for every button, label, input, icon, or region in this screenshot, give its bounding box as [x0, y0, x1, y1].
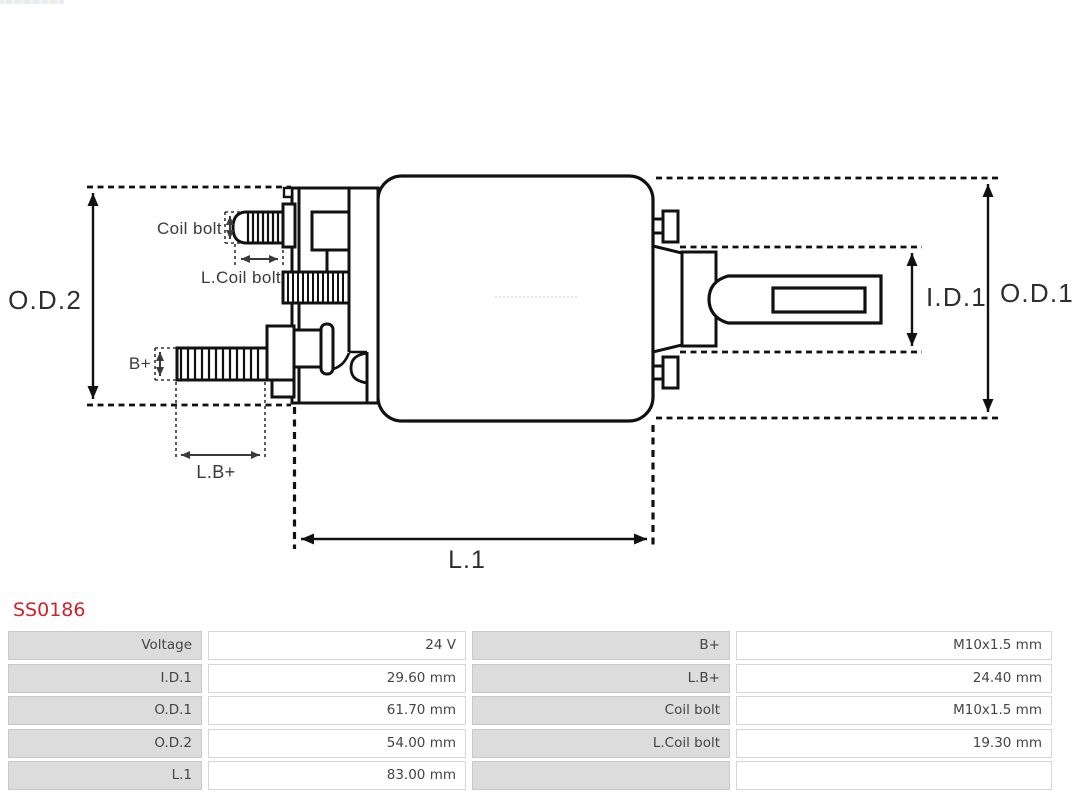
rear-boss	[653, 246, 682, 352]
spec-label-cell: Voltage	[8, 631, 202, 660]
front-cap	[283, 188, 378, 403]
spec-value-cell: 61.70 mm	[208, 696, 466, 725]
spec-value-cell: M10x1.5 mm	[736, 631, 1052, 660]
spec-label-cell: Coil bolt	[472, 696, 730, 725]
spec-label-cell: B+	[472, 631, 730, 660]
l1-label: L.1	[448, 546, 486, 574]
b-plus-washer	[321, 324, 333, 374]
dimension-coil-bolt	[157, 212, 242, 243]
coil-bolt-label: Coil bolt	[156, 219, 222, 238]
l-coil-bolt-label: L.Coil bolt	[201, 268, 281, 287]
spec-value-cell: 83.00 mm	[208, 761, 466, 790]
b-plus-label: B+	[128, 354, 151, 373]
spec-label-cell: O.D.2	[8, 729, 202, 758]
b-plus-stud	[177, 326, 294, 397]
od1-label: O.D.1	[1000, 278, 1074, 308]
rear-end	[653, 211, 881, 388]
rear-terminal-bottom	[653, 357, 678, 388]
spec-label-cell	[472, 761, 730, 790]
rear-terminal-top	[653, 211, 678, 242]
spec-label-cell: I.D.1	[8, 664, 202, 693]
spec-table	[8, 631, 1052, 790]
spec-value-cell: 29.60 mm	[208, 664, 466, 693]
dimension-l-b-plus	[176, 382, 265, 482]
spec-value-cell	[736, 761, 1052, 790]
inner-thread-block	[283, 272, 349, 303]
spec-label-cell: O.D.1	[8, 696, 202, 725]
dimension-l-coil-bolt	[201, 244, 283, 287]
spec-value-cell: 24 V	[208, 631, 466, 660]
spec-value-cell: 19.30 mm	[736, 729, 1052, 758]
spec-value-cell: M10x1.5 mm	[736, 696, 1052, 725]
spec-value-cell: 54.00 mm	[208, 729, 466, 758]
l-b-plus-label: L.B+	[196, 462, 236, 482]
spec-label-cell: L.B+	[472, 664, 730, 693]
b-plus-shaft	[294, 330, 323, 367]
od2-label: O.D.2	[8, 285, 82, 315]
spec-label-cell: L.1	[8, 761, 202, 790]
coil-bolt-stud	[233, 204, 295, 247]
dimension-l1	[295, 407, 654, 574]
plunger-slot	[773, 288, 865, 312]
dimension-b-plus	[129, 348, 177, 380]
spec-value-cell: 24.40 mm	[736, 664, 1052, 693]
solenoid-body	[378, 176, 653, 421]
part-number-heading: SS0186	[13, 599, 86, 621]
spec-label-cell: L.Coil bolt	[472, 729, 730, 758]
b-plus-nut	[267, 326, 294, 380]
id1-label: I.D.1	[926, 282, 987, 312]
